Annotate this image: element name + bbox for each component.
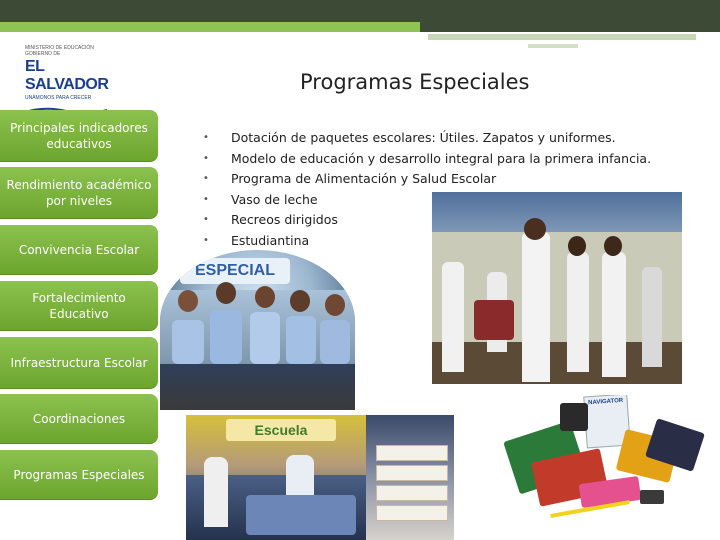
photo-children-milk [160,250,355,410]
nav-item-coordinaciones[interactable]: Coordinaciones [0,394,158,444]
program-item: • Estudiantina [195,231,651,252]
program-item: • Vaso de leche [195,190,651,211]
nav-item-indicadores[interactable]: Principales indicadores educativos [0,110,158,162]
program-item: • Recreos dirigidos [195,210,651,231]
program-item: • Programa de Alimentación y Salud Escolar [195,169,651,190]
program-item: • Modelo de educación y desarrollo integral para la primera infancia. [195,149,651,170]
nav-item-rendimiento[interactable]: Rendimiento académico por niveles [0,167,158,219]
program-item: • Dotación de paquetes escolares: Útiles. Zapatos y uniformes. [195,128,651,149]
top-banner-accent [420,0,720,50]
photo-school-sign: Escuela [226,419,336,441]
logo-ministry-text: MINISTERIO DE EDUCACIÓN [25,45,94,51]
logo-country-text: EL SALVADOR [25,58,109,93]
nav-item-programas-especiales[interactable]: Programas Especiales [0,450,158,500]
nav-item-convivencia[interactable]: Convivencia Escolar [0,225,158,275]
photo-banner-text: ESPECIAL [180,258,290,284]
nav-item-fortalecimiento[interactable]: Fortalecimiento Educativo [0,281,158,331]
photo-school-supplies [500,395,710,535]
page-title: Programas Especiales [300,70,530,94]
logo-tagline: UNÁMONOS PARA CRECER [25,95,92,101]
photo-estudiantina [432,192,682,384]
government-logo [25,45,125,105]
photo-school-packages [186,415,366,540]
logo-government-text: GOBIERNO DE [25,51,61,57]
supplies-brand-box: NAVIGATOR [583,395,631,448]
nav-item-infraestructura[interactable]: Infraestructura Escolar [0,337,158,389]
photo-stacked-uniforms [366,415,454,540]
